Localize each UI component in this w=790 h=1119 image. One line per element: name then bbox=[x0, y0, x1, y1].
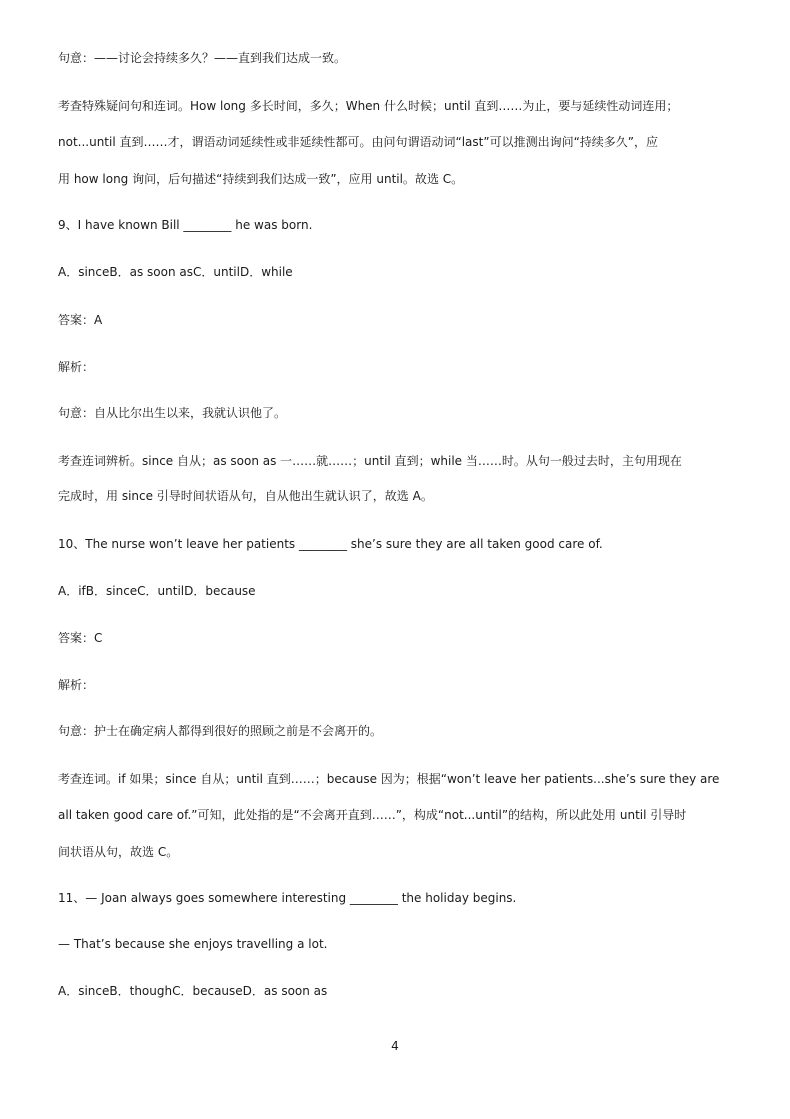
question-9-analysis-line-1: 考查连词辨析。since 自从；as soon as 一……就……；until 直到；while 当……时。从句一般过去时，主句用现在 bbox=[58, 454, 682, 468]
question-10-options: A．ifB．sinceC．untilD．because bbox=[58, 584, 256, 598]
question-9-analysis-label: 解析： bbox=[58, 360, 95, 374]
question-9: 9、I have known Bill ________ he was born. bbox=[58, 218, 313, 232]
question-9-answer: 答案：A bbox=[58, 313, 103, 327]
question-10: 10、The nurse won’t leave her patients ________ she’s sure they are all taken good care of. bbox=[58, 537, 603, 551]
question-10-answer: 答案：C bbox=[58, 631, 103, 645]
question-9-analysis-line-2: 完成时，用 since 引导时间状语从句，自从他出生就认识了，故选 A。 bbox=[58, 489, 433, 503]
line-4: 用 how long 询问，后句描述“持续到我们达成一致”，应用 until。故选 C。 bbox=[58, 172, 464, 186]
question-9-meaning: 句意：自从比尔出生以来，我就认识他了。 bbox=[58, 406, 287, 420]
question-10-analysis-line-3: 间状语从句，故选 C。 bbox=[58, 845, 179, 859]
question-10-analysis-label: 解析： bbox=[58, 678, 95, 692]
question-11-reply: — That’s because she enjoys travelling a lot. bbox=[58, 937, 328, 951]
question-10-analysis-line-2: all taken good care of.”可知，此处指的是“不会离开直到……”，构成“not...until”的结构，所以此处用 until 引导时 bbox=[58, 808, 687, 822]
question-10-analysis-line-1: 考查连词。if 如果；since 自从；until 直到……；because 因为；根据“won’t leave her patients...she’s sure they are bbox=[58, 772, 720, 786]
line-1: 句意：——讨论会持续多久？——直到我们达成一致。 bbox=[58, 51, 347, 65]
line-3: not...until 直到……才，谓语动词延续性或非延续性都可。由问句谓语动词“last”可以推测出询问“持续多久”，应 bbox=[58, 135, 659, 149]
question-11-options: A．sinceB．thoughC．becauseD．as soon as bbox=[58, 984, 328, 998]
page-number: 4 bbox=[391, 1039, 399, 1053]
question-10-meaning: 句意：护士在确定病人都得到很好的照顾之前是不会离开的。 bbox=[58, 724, 383, 738]
question-11: 11、— Joan always goes somewhere interesting ________ the holiday begins. bbox=[58, 891, 517, 905]
question-9-options: A．sinceB．as soon asC．untilD．while bbox=[58, 265, 293, 279]
line-2: 考查特殊疑问句和连词。How long 多长时间，多久；When 什么时候；until 直到……为止，要与延续性动词连用； bbox=[58, 99, 679, 113]
